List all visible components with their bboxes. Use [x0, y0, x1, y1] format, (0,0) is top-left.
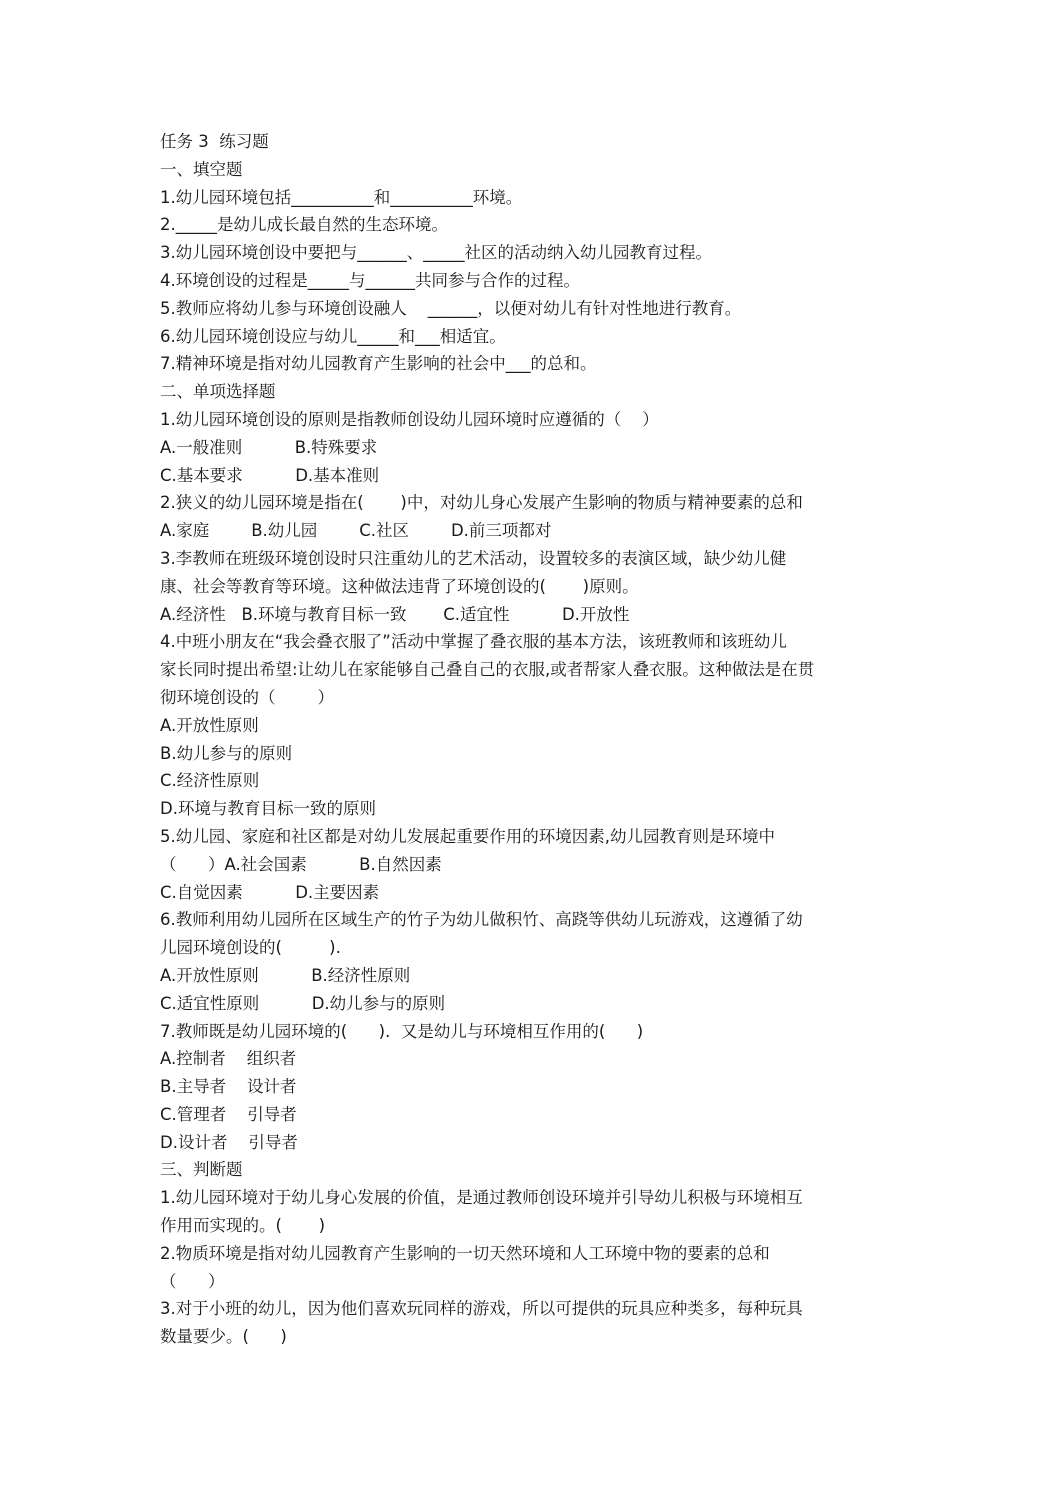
- question-line: 儿园环境创设的( ).: [160, 938, 341, 958]
- option-line: C.基本要求 D.基本准则: [160, 465, 380, 485]
- exercise-content: [160, 128, 905, 1351]
- question-line: 3.李教师在班级环境创设时只注重幼儿的艺术活动，设置较多的表演区域，缺少幼儿健: [160, 548, 787, 568]
- section-heading-true-false: 三、判断题: [160, 1160, 243, 1180]
- option-line: （ ）A.社会国素 B.自然因素: [160, 854, 442, 874]
- option-line: A.控制者 组织者: [160, 1049, 297, 1069]
- question-line: 6.幼儿园环境创设应与幼儿_____和___相适宜。: [160, 326, 506, 346]
- option-line: A.经济性 B.环境与教育目标一致 C.适宜性 D.开放性: [160, 604, 630, 624]
- option-line: D.环境与教育目标一致的原则: [160, 799, 376, 819]
- question-line: 4.环境创设的过程是_____与______共同参与合作的过程。: [160, 270, 580, 290]
- section-heading-single-choice: 二、单项选择题: [160, 382, 276, 402]
- option-line: A.开放性原则 B.经济性原则: [160, 965, 411, 985]
- question-line: 2.狭义的幼儿园环境是指在( )中，对幼儿身心发展产生影响的物质与精神要素的总和: [160, 493, 803, 513]
- option-line: A.开放性原则: [160, 715, 259, 735]
- question-line: 5.教师应将幼儿参与环境创设融人 ______，以便对幼儿有针对性地进行教育。: [160, 298, 742, 318]
- question-line: 2._____是幼儿成长最自然的生态环境。: [160, 215, 448, 235]
- question-line: 1.幼儿园环境创设的原则是指教师创设幼儿园环境时应遵循的（ ）: [160, 409, 659, 429]
- option-line: C.经济性原则: [160, 771, 260, 791]
- question-line: 4.中班小朋友在“我会叠衣服了”活动中掌握了叠衣服的基本方法，该班教师和该班幼儿: [160, 632, 787, 652]
- question-line: 3.对于小班的幼儿，因为他们喜欢玩同样的游戏，所以可提供的玩具应种类多，每种玩具: [160, 1299, 803, 1319]
- option-line: A.家庭 B.幼儿园 C.社区 D.前三项都对: [160, 521, 552, 541]
- question-line: 彻环境创设的（ ）: [160, 687, 334, 707]
- question-line: 7.精神环境是指对幼儿园教育产生影响的社会中___的总和。: [160, 354, 597, 374]
- section-heading-fill-blank: 一、填空题: [160, 159, 243, 179]
- question-line: 5.幼儿园、家庭和社区都是对幼儿发展起重要作用的环境因素,幼儿园教育则是环境中: [160, 826, 775, 846]
- option-line: C.自觉因素 D.主要因素: [160, 882, 380, 902]
- question-line: 1.幼儿园环境对于幼儿身心发展的价值，是通过教师创设环境并引导幼儿积极与环境相互: [160, 1188, 803, 1208]
- question-line: 6.教师利用幼儿园所在区域生产的竹子为幼儿做积竹、高跷等供幼儿玩游戏，这遵循了幼: [160, 910, 803, 930]
- question-line: 3.幼儿园环境创设中要把与______、_____社区的活动纳入幼儿园教育过程。: [160, 243, 712, 263]
- option-line: A.一般准则 B.特殊要求: [160, 437, 378, 457]
- question-line: （ ）: [160, 1271, 225, 1291]
- question-line: 2.物质环境是指对幼儿园教育产生影响的一切天然环境和人工环境中物的要素的总和: [160, 1243, 770, 1263]
- option-line: C.管理者 引导者: [160, 1104, 297, 1124]
- document-title: 任务 3 练习题: [160, 132, 269, 151]
- question-line: 1.幼儿园环境包括__________和__________环境。: [160, 187, 523, 207]
- option-line: D.设计者 引导者: [160, 1132, 298, 1152]
- question-line: 数量要少。( ): [160, 1327, 287, 1347]
- option-line: C.适宜性原则 D.幼儿参与的原则: [160, 993, 446, 1013]
- question-line: 作用而实现的。( ): [160, 1216, 326, 1236]
- option-line: B.主导者 设计者: [160, 1077, 297, 1097]
- question-line: 家长同时提出希望:让幼儿在家能够自己叠自己的衣服,或者帮家人叠衣服。这种做法是在贯: [160, 660, 815, 680]
- option-line: B.幼儿参与的原则: [160, 743, 293, 763]
- question-line: 7.教师既是幼儿园环境的( ). 又是幼儿与环境相互作用的( ): [160, 1021, 644, 1041]
- question-line: 康、社会等教育等环境。这种做法违背了环境创设的( )原则。: [160, 576, 639, 596]
